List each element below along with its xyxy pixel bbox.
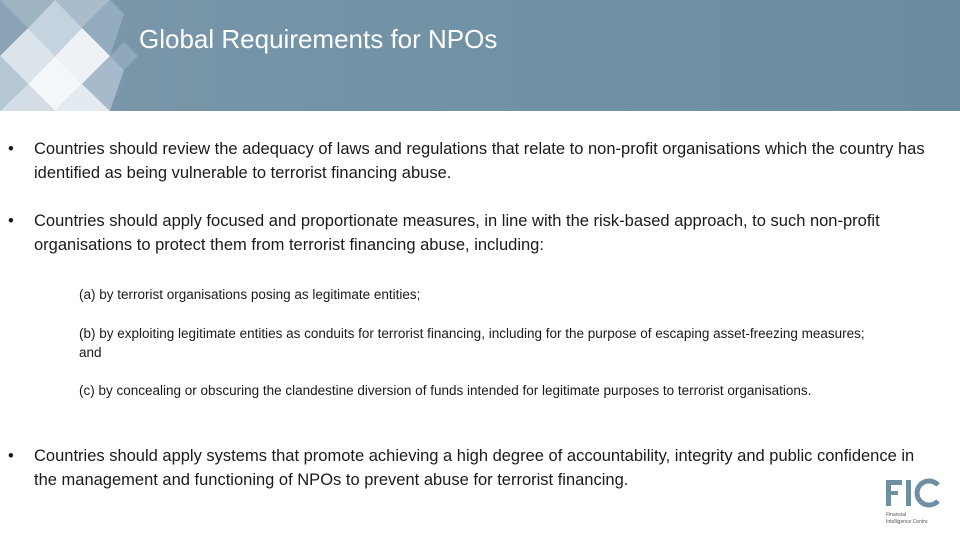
bullet-marker: • — [8, 447, 14, 465]
header-banner — [0, 0, 960, 111]
page-title: Global Requirements for NPOs — [139, 24, 498, 54]
bullet-item — [8, 209, 938, 257]
diamond-pattern-decoration — [0, 0, 140, 111]
sub-item: (c) by concealing or obscuring the clandestine diversion of funds intended for legitimate purposes to terrorist organisations. — [79, 383, 812, 398]
bullet-text: Countries should review the adequacy of laws and regulations that relate to non-profit organisations which the country has identified as being vulnerable to terrorist financing abuse. — [34, 140, 925, 182]
bullet-text: Countries should apply systems that promote achieving a high degree of accountability, integrity and public confidence in the management and functioning of NPOs to prevent abuse for terrorist financing. — [34, 447, 915, 489]
sub-item: (a) by terrorist organisations posing as legitimate entities; — [79, 287, 421, 302]
logo-line1: Financial — [886, 512, 907, 518]
sub-item: (b) by exploiting legitimate entities as conduits for terrorist financing, including for the purpose of escaping asset-freezing measures; and — [79, 326, 865, 360]
bullet-item — [8, 444, 938, 492]
bullet-text: Countries should apply focused and proportionate measures, in line with the risk-based approach, to such non-profit organisations to protect them from terrorist financing abuse, including: — [34, 212, 880, 254]
fic-logo-icon — [880, 478, 944, 526]
bullet-marker: • — [8, 212, 14, 230]
logo-line2: Intelligence Centre — [886, 519, 928, 525]
bullet-item — [8, 137, 938, 185]
bullet-marker: • — [8, 140, 14, 158]
